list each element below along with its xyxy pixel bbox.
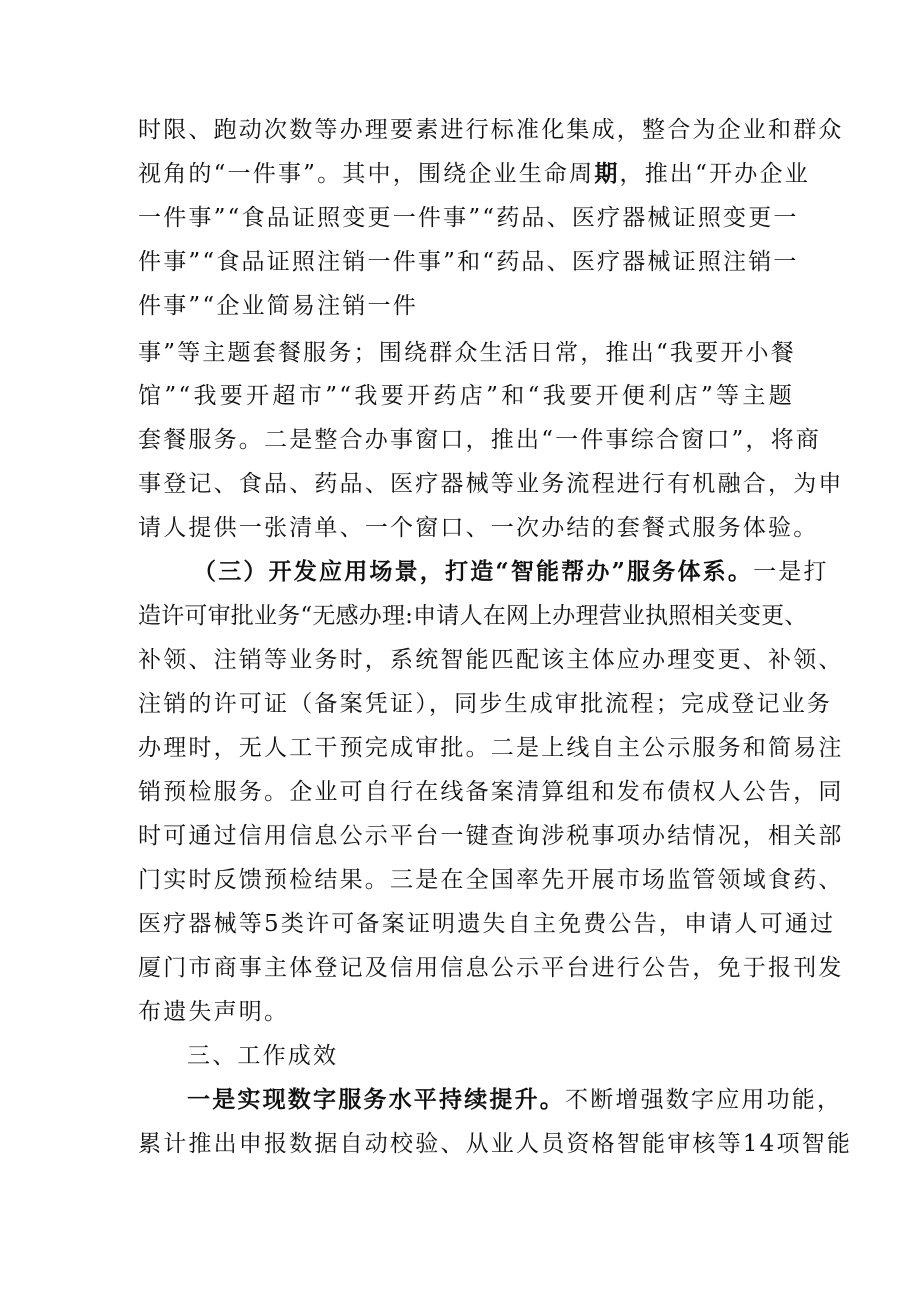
text-line-2-suffix: ，推出“开办企业 xyxy=(619,161,810,187)
result-1-heading: 一是实现数字服务水平持续提升。 xyxy=(187,1086,565,1113)
text-line-2-bold: 期 xyxy=(594,160,620,187)
section-3-heading-line xyxy=(193,557,829,587)
text-line-3: 一件事”“食品证照变更一件事”“药品、医疗器械证照变更一 xyxy=(138,205,799,231)
text-line-2-prefix: 视角的“一件事”。其中，围绕企业生命周 xyxy=(138,161,595,187)
text-line-21: 布遗失声明。 xyxy=(138,999,290,1025)
text-line-10: 请人提供一张清单、一个窗口、一次办结的套餐式服务体验。 xyxy=(138,515,819,541)
text-line-2 xyxy=(138,159,810,189)
text-line-16: 销预检服务。企业可自行在线备案清算组和发布债权人公告，同 xyxy=(138,779,844,805)
text-line-17: 时可通过信用信息公示平台一键查询涉税事项办结情况，相关部 xyxy=(138,823,844,849)
result-1-heading-rest: 不断增强数字应用功能， xyxy=(565,1087,843,1113)
text-line-15: 办理时，无人工干预完成审批。二是上线自主公示服务和简易注 xyxy=(138,735,844,761)
text-line-6: 事”等主题套餐服务；围绕群众生活日常，推出“我要开小餐 xyxy=(138,340,796,366)
text-line-5: 件事”“企业简易注销一件 xyxy=(138,293,418,319)
text-line-20: 厦门市商事主体登记及信用信息公示平台进行公告，免于报刊发 xyxy=(138,955,844,981)
text-line-7: 馆”“我要开超市”“我要开药店”和“我要开便利店”等主题 xyxy=(138,383,794,409)
text-line-13: 补领、注销等业务时，系统智能匹配该主体应办理变更、补领、 xyxy=(138,647,844,673)
text-line-9: 事登记、食品、药品、医疗器械等业务流程进行有机融合，为申 xyxy=(138,471,844,497)
text-line-18: 门实时反馈预检结果。三是在全国率先开展市场监管领域食药、 xyxy=(138,867,844,893)
text-line-24: 累计推出申报数据自动校验、从业人员资格智能审核等14项智能 xyxy=(138,1131,853,1157)
text-line-19: 医疗器械等5类许可备案证明遗失自主免费公告，申请人可通过 xyxy=(138,911,836,937)
section-3-heading-rest: 一是打 xyxy=(753,559,829,585)
text-line-4: 件事”“食品证照注销一件事”和“药品、医疗器械证照注销一 xyxy=(138,249,799,275)
text-line-8: 套餐服务。二是整合办事窗口，推出“一件事综合窗口”，将商 xyxy=(138,427,822,453)
result-1-line xyxy=(187,1085,843,1115)
section-heading-work-results: 三、工作成效 xyxy=(187,1043,339,1069)
text-line-14: 注销的许可证（备案凭证），同步生成审批流程；完成登记业务 xyxy=(138,691,833,717)
text-line-12: 造许可审批业务“无感办理:申请人在网上办理营业执照相关变更、 xyxy=(138,603,808,629)
section-3-heading: （三）开发应用场景，打造“智能帮办”服务体系。 xyxy=(193,558,754,585)
text-line-1: 时限、跑动次数等办理要素进行标准化集成，整合为企业和群众 xyxy=(138,117,844,143)
